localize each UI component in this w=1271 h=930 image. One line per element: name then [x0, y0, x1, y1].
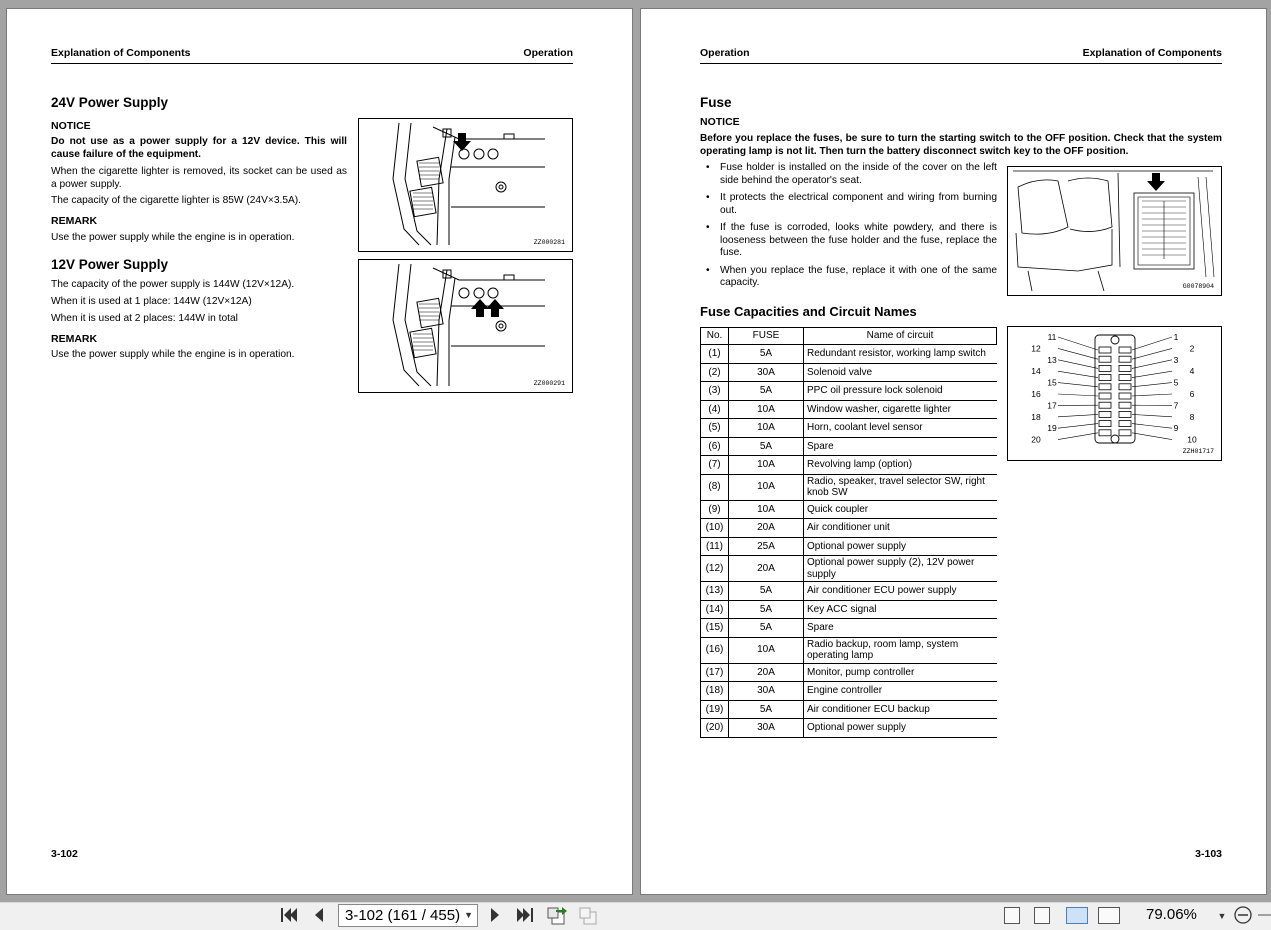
circuit-name-cell: Window washer, cigarette lighter	[804, 400, 997, 419]
fuse-slot	[1119, 421, 1131, 427]
circuit-name-cell: Solenoid valve	[804, 363, 997, 382]
fuse-slot	[1099, 347, 1111, 353]
fuse-rating-cell: 10A	[729, 474, 804, 500]
table-row	[701, 582, 997, 601]
page-number-field[interactable]	[338, 904, 478, 927]
circuit-name-cell: Optional power supply	[804, 537, 997, 556]
fuse-rating-cell: 10A	[729, 456, 804, 475]
leader-line	[1058, 360, 1098, 369]
leader-line	[1058, 383, 1098, 387]
leader-line	[1058, 371, 1098, 377]
column-header-circuit: Name of circuit	[804, 328, 997, 345]
fuse-rating-cell: 20A	[729, 663, 804, 682]
list-item: • When you replace the fuse, replace it with one of the same capacity.	[700, 265, 997, 290]
table-row	[701, 600, 997, 619]
leader-line	[1132, 371, 1172, 377]
fuse-number-cell: (19)	[701, 700, 729, 719]
fuse-number-cell: (3)	[701, 382, 729, 401]
table-row	[701, 474, 997, 500]
leader-line	[1132, 383, 1172, 387]
section-title-fuse: Fuse	[700, 95, 732, 110]
single-page-view-icon[interactable]	[1004, 907, 1020, 924]
figure-fuse-box-layout	[1007, 326, 1222, 461]
fuse-position-label: 10	[1187, 434, 1197, 445]
page-header	[700, 46, 1222, 64]
fuse-position-label: 15	[1047, 377, 1057, 388]
circuit-name-cell: Optional power supply (2), 12V power supply	[804, 556, 997, 582]
fuse-position-label: 20	[1031, 434, 1041, 445]
fuse-number-cell: (18)	[701, 682, 729, 701]
fuse-slot	[1119, 384, 1131, 390]
fuse-capacity-table	[700, 327, 997, 738]
fuse-position-label: 5	[1173, 377, 1179, 388]
table-row	[701, 500, 997, 519]
fuse-number-cell: (15)	[701, 619, 729, 638]
fuse-slot	[1099, 384, 1111, 390]
notice-text: Do not use as a power supply for a 12V device. This will cause failure of the equipment.	[51, 136, 347, 160]
continuous-view-icon[interactable]	[1034, 907, 1050, 924]
table-row	[701, 537, 997, 556]
console-socket-illustration	[359, 119, 572, 251]
continuous-facing-view-icon[interactable]	[1098, 907, 1120, 924]
table-row	[701, 663, 997, 682]
fuse-rating-cell: 5A	[729, 382, 804, 401]
fuse-number-cell: (12)	[701, 556, 729, 582]
remark-label: REMARK	[51, 333, 98, 345]
fuse-rating-cell: 5A	[729, 582, 804, 601]
column-header-no: No.	[701, 328, 729, 345]
fuse-rating-cell: 5A	[729, 600, 804, 619]
fuse-position-label: 14	[1031, 366, 1041, 377]
fuse-rating-cell: 25A	[729, 537, 804, 556]
section-title-12v: 12V Power Supply	[51, 257, 169, 272]
fuse-slot	[1119, 365, 1131, 371]
table-row	[701, 400, 997, 419]
circuit-name-cell: Optional power supply	[804, 719, 997, 738]
figure-12v-socket	[358, 259, 573, 393]
header-right: Explanation of Components	[1082, 47, 1222, 59]
leader-line	[1132, 337, 1172, 350]
circuit-name-cell: Air conditioner unit	[804, 519, 997, 538]
next-view-icon[interactable]	[578, 906, 602, 926]
circuit-name-cell: Engine controller	[804, 682, 997, 701]
circuit-name-cell: Redundant resistor, working lamp switch	[804, 345, 997, 364]
fuse-position-label: 17	[1047, 400, 1057, 411]
fuse-box-diagram	[1008, 327, 1221, 460]
leader-line	[1132, 424, 1172, 429]
zoom-level[interactable]: 79.06%	[1146, 906, 1197, 923]
fuse-position-label: 2	[1189, 343, 1195, 354]
fuse-number-cell: (11)	[701, 537, 729, 556]
fuse-number-cell: (16)	[701, 637, 729, 663]
fuse-rating-cell: 5A	[729, 437, 804, 456]
table-row	[701, 519, 997, 538]
table-row	[701, 682, 997, 701]
page-number-value: 3-102 (161 / 455)	[345, 907, 461, 924]
page-3-102	[6, 8, 633, 895]
fuse-position-label: 6	[1189, 389, 1195, 399]
paragraph: When it is used at 2 places: 144W in total	[51, 313, 238, 324]
page-header	[51, 46, 573, 64]
leader-line	[1132, 348, 1172, 359]
facing-pages-view-icon[interactable]	[1066, 907, 1088, 924]
leader-line	[1058, 348, 1098, 359]
fuse-position-label: 11	[1047, 332, 1057, 342]
figure-24v-socket	[358, 118, 573, 252]
circuit-name-cell: Monitor, pump controller	[804, 663, 997, 682]
leader-line	[1058, 337, 1098, 350]
fuse-slot	[1119, 347, 1131, 353]
column-header-fuse: FUSE	[729, 328, 804, 345]
fuse-position-label: 9	[1173, 423, 1179, 434]
paragraph: The capacity of the power supply is 144W (12V×12A).	[51, 279, 295, 290]
fuse-slot	[1119, 375, 1131, 381]
fuse-rating-cell: 5A	[729, 345, 804, 364]
table-title: Fuse Capacities and Circuit Names	[700, 304, 917, 319]
fuse-slot	[1099, 421, 1111, 427]
figure-code: G0078904	[1182, 283, 1214, 290]
circuit-name-cell: Horn, coolant level sensor	[804, 419, 997, 438]
leader-line	[1058, 414, 1098, 416]
header-right: Operation	[523, 47, 573, 59]
list-item: • Fuse holder is installed on the inside of the cover on the left side behind the operator's seat.	[700, 162, 997, 187]
page-number: 3-102	[51, 848, 78, 860]
paragraph: The capacity of the cigarette lighter is 85W (24V×3.5A).	[51, 195, 302, 206]
fuse-slot	[1099, 375, 1111, 381]
section-title-24v: 24V Power Supply	[51, 95, 169, 110]
fuse-number-cell: (10)	[701, 519, 729, 538]
fuse-position-label: 3	[1173, 354, 1179, 365]
circuit-name-cell: Quick coupler	[804, 500, 997, 519]
paragraph: When it is used at 1 place: 144W (12V×12A)	[51, 296, 252, 307]
table-header-row	[701, 328, 997, 345]
fuse-slot	[1119, 393, 1131, 399]
table-row	[701, 619, 997, 638]
zoom-out-icon[interactable]	[1232, 905, 1254, 925]
fuse-rating-cell: 10A	[729, 419, 804, 438]
circuit-name-cell: Air conditioner ECU backup	[804, 700, 997, 719]
fuse-slot	[1119, 411, 1131, 417]
figure-code: ZZ000281	[533, 239, 565, 246]
zoom-slider-track[interactable]	[1256, 905, 1271, 925]
fuse-number-cell: (20)	[701, 719, 729, 738]
fuse-number-cell: (6)	[701, 437, 729, 456]
leader-line	[1058, 424, 1098, 429]
fuse-rating-cell: 10A	[729, 500, 804, 519]
header-left: Operation	[700, 47, 750, 59]
fuse-number-cell: (17)	[701, 663, 729, 682]
table-row	[701, 719, 997, 738]
fuse-bullet-list	[700, 162, 997, 295]
table-row	[701, 382, 997, 401]
notice-label: NOTICE	[700, 116, 740, 128]
remark-text: Use the power supply while the engine is in operation.	[51, 232, 295, 243]
figure-code: ZZ000291	[533, 380, 565, 387]
seat-fuse-illustration	[1008, 167, 1221, 295]
leader-line	[1058, 433, 1098, 440]
fuse-rating-cell: 10A	[729, 637, 804, 663]
circuit-name-cell: Revolving lamp (option)	[804, 456, 997, 475]
fuse-slot	[1099, 393, 1111, 399]
table-row	[701, 700, 997, 719]
fuse-position-label: 7	[1173, 400, 1179, 411]
fuse-number-cell: (2)	[701, 363, 729, 382]
table-row	[701, 363, 997, 382]
table-row	[701, 345, 997, 364]
circuit-name-cell: PPC oil pressure lock solenoid	[804, 382, 997, 401]
fuse-position-label: 18	[1031, 411, 1041, 422]
fuse-position-label: 1	[1173, 332, 1179, 342]
table-row	[701, 637, 997, 663]
circuit-name-cell: Spare	[804, 619, 997, 638]
list-item: • It protects the electrical component and wiring from burning out.	[700, 192, 997, 217]
leader-line	[1132, 360, 1172, 369]
circuit-name-cell: Air conditioner ECU power supply	[804, 582, 997, 601]
fuse-number-cell: (1)	[701, 345, 729, 364]
fuse-slot	[1099, 411, 1111, 417]
fuse-position-label: 13	[1047, 354, 1057, 365]
previous-view-icon[interactable]	[546, 906, 570, 926]
fuse-rating-cell: 30A	[729, 363, 804, 382]
fuse-rating-cell: 20A	[729, 556, 804, 582]
chevron-down-icon[interactable]: ▼	[464, 910, 473, 920]
fuse-number-cell: (14)	[701, 600, 729, 619]
fuse-slot	[1119, 402, 1131, 408]
leader-line	[1058, 394, 1098, 396]
leader-line	[1132, 414, 1172, 416]
fuse-position-label: 4	[1189, 366, 1195, 377]
circuit-name-cell: Radio backup, room lamp, system operating lamp	[804, 637, 997, 663]
fuse-position-label: 16	[1031, 389, 1041, 399]
circuit-name-cell: Spare	[804, 437, 997, 456]
fuse-rating-cell: 30A	[729, 682, 804, 701]
fuse-position-label: 12	[1031, 343, 1041, 354]
figure-code: ZZH01717	[1182, 448, 1214, 455]
circuit-name-cell: Radio, speaker, travel selector SW, right knob SW	[804, 474, 997, 500]
circuit-name-cell: Key ACC signal	[804, 600, 997, 619]
fuse-rating-cell: 10A	[729, 400, 804, 419]
next-page-icon[interactable]	[486, 906, 504, 926]
fuse-slot	[1099, 365, 1111, 371]
zoom-dropdown-chevron-icon[interactable]: ▼	[1217, 911, 1227, 921]
console-socket-illustration	[359, 260, 572, 392]
fuse-rating-cell: 5A	[729, 700, 804, 719]
prev-page-icon[interactable]	[310, 906, 328, 926]
page-3-103	[640, 8, 1267, 895]
fuse-rating-cell: 20A	[729, 519, 804, 538]
table-row	[701, 419, 997, 438]
fuse-position-label: 19	[1047, 423, 1057, 434]
list-item: • If the fuse is corroded, looks white powdery, and there is looseness between the fuse holder and the fuse, replace the fuse.	[700, 222, 997, 260]
figure-fuse-holder-location	[1007, 166, 1222, 296]
leader-line	[1132, 394, 1172, 396]
fuse-number-cell: (13)	[701, 582, 729, 601]
fuse-number-cell: (9)	[701, 500, 729, 519]
fuse-number-cell: (4)	[701, 400, 729, 419]
remark-text: Use the power supply while the engine is in operation.	[51, 349, 295, 360]
fuse-slot	[1099, 430, 1111, 436]
first-page-icon[interactable]	[278, 906, 300, 926]
fuse-number-cell: (8)	[701, 474, 729, 500]
fuse-slot	[1119, 356, 1131, 362]
table-row	[701, 437, 997, 456]
fuse-rating-cell: 5A	[729, 619, 804, 638]
fuse-position-label: 8	[1189, 411, 1195, 422]
notice-label: NOTICE	[51, 120, 91, 132]
fuse-slot	[1099, 402, 1111, 408]
header-left: Explanation of Components	[51, 47, 191, 59]
fuse-rating-cell: 30A	[729, 719, 804, 738]
fuse-number-cell: (7)	[701, 456, 729, 475]
notice-text: Before you replace the fuses, be sure to turn the starting switch to the OFF position. Check that the system operating lamp is not lit. Then turn the battery disconnect switch key to the OFF position.	[700, 133, 1222, 157]
remark-label: REMARK	[51, 215, 98, 227]
paragraph: When the cigarette lighter is removed, its socket can be used as a power supply.	[51, 166, 347, 190]
leader-line	[1132, 433, 1172, 440]
table-row	[701, 456, 997, 475]
last-page-icon[interactable]	[514, 906, 536, 926]
fuse-slot	[1119, 430, 1131, 436]
fuse-number-cell: (5)	[701, 419, 729, 438]
fuse-slot	[1099, 356, 1111, 362]
table-row	[701, 556, 997, 582]
page-number: 3-103	[1195, 848, 1222, 860]
